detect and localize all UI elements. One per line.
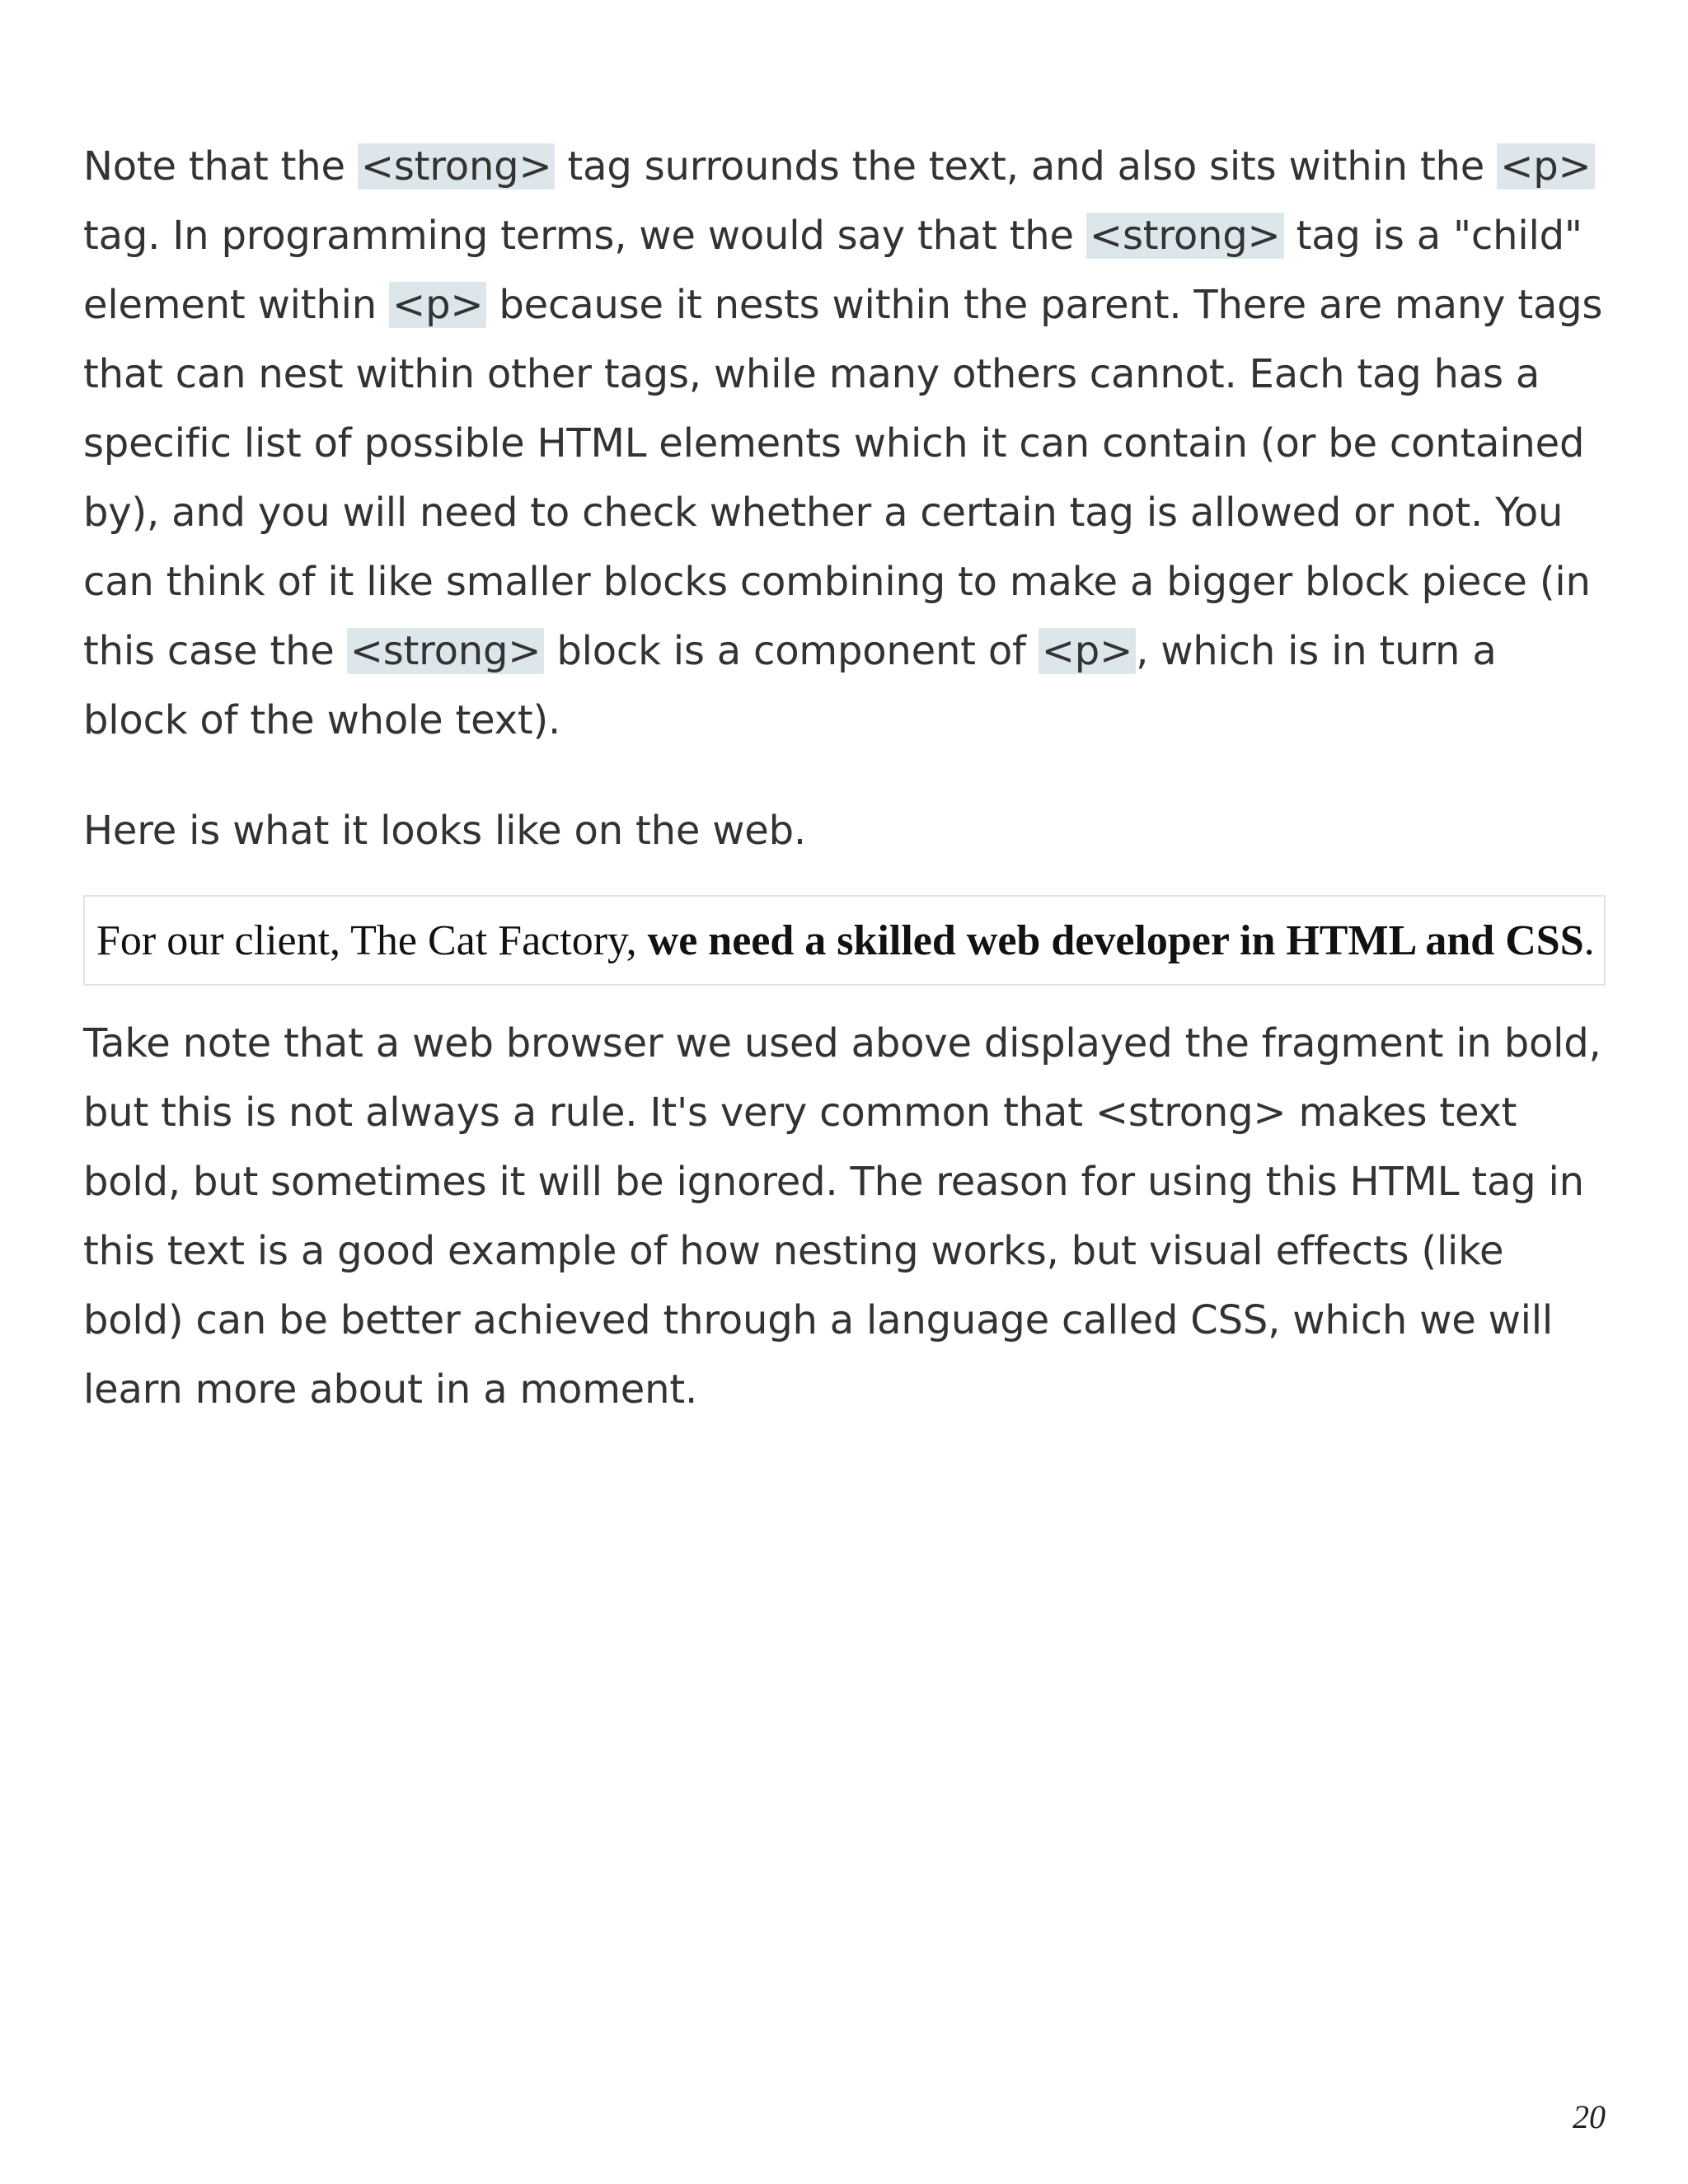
inline-code-strong: <strong> (358, 143, 556, 190)
example-bold-text: we need a skilled web developer in HTML and CSS (647, 916, 1584, 964)
text-segment: block is a component of (544, 628, 1039, 674)
rendered-example-box (83, 895, 1606, 986)
inline-code-p: <p> (1497, 143, 1594, 190)
text-segment: tag. In programming terms, we would say that the (83, 213, 1086, 259)
paragraph-bold-note: Take note that a web browser we used above displayed the fragment in bold, but this is not always a rule. It's very common that <strong> makes text bold, but sometimes it will be ignored. The reason for using this HTML tag in this text is a good example of how nesting works, but visual effects (like bold) can be better achieved through a language called CSS, which we will learn more about in a moment. (83, 1020, 1601, 1413)
inline-code-p: <p> (389, 282, 486, 328)
paragraph-web-intro: Here is what it looks like on the web. (83, 808, 806, 854)
text-segment: tag is a "child" element within (83, 213, 1582, 328)
example-normal-text: For our client, The Cat Factory, (96, 916, 648, 964)
page-content (83, 132, 1606, 1424)
example-period: . (1583, 916, 1595, 964)
page-number: 20 (1573, 2098, 1606, 2135)
text-segment: , which is in turn a block of the whole text). (83, 628, 1497, 743)
inline-code-strong: <strong> (1086, 213, 1284, 259)
inline-code-strong: <strong> (347, 628, 545, 674)
text-segment: because it nests within the parent. There are many tags that can nest within other tags, while many others cannot. Each tag has a specific list of possible HTML elements which it can contain (or be contained by), and you will need to check whether a certain tag is allowed or not. You can think of it like smaller blocks combining to make a bigger block piece (in this case the (83, 282, 1603, 674)
inline-code-p: <p> (1039, 628, 1136, 674)
text-segment: tag surrounds the text, and also sits within the (555, 143, 1498, 190)
text-segment: Note that the (83, 143, 358, 190)
paragraph-nesting-explanation (83, 132, 1606, 755)
